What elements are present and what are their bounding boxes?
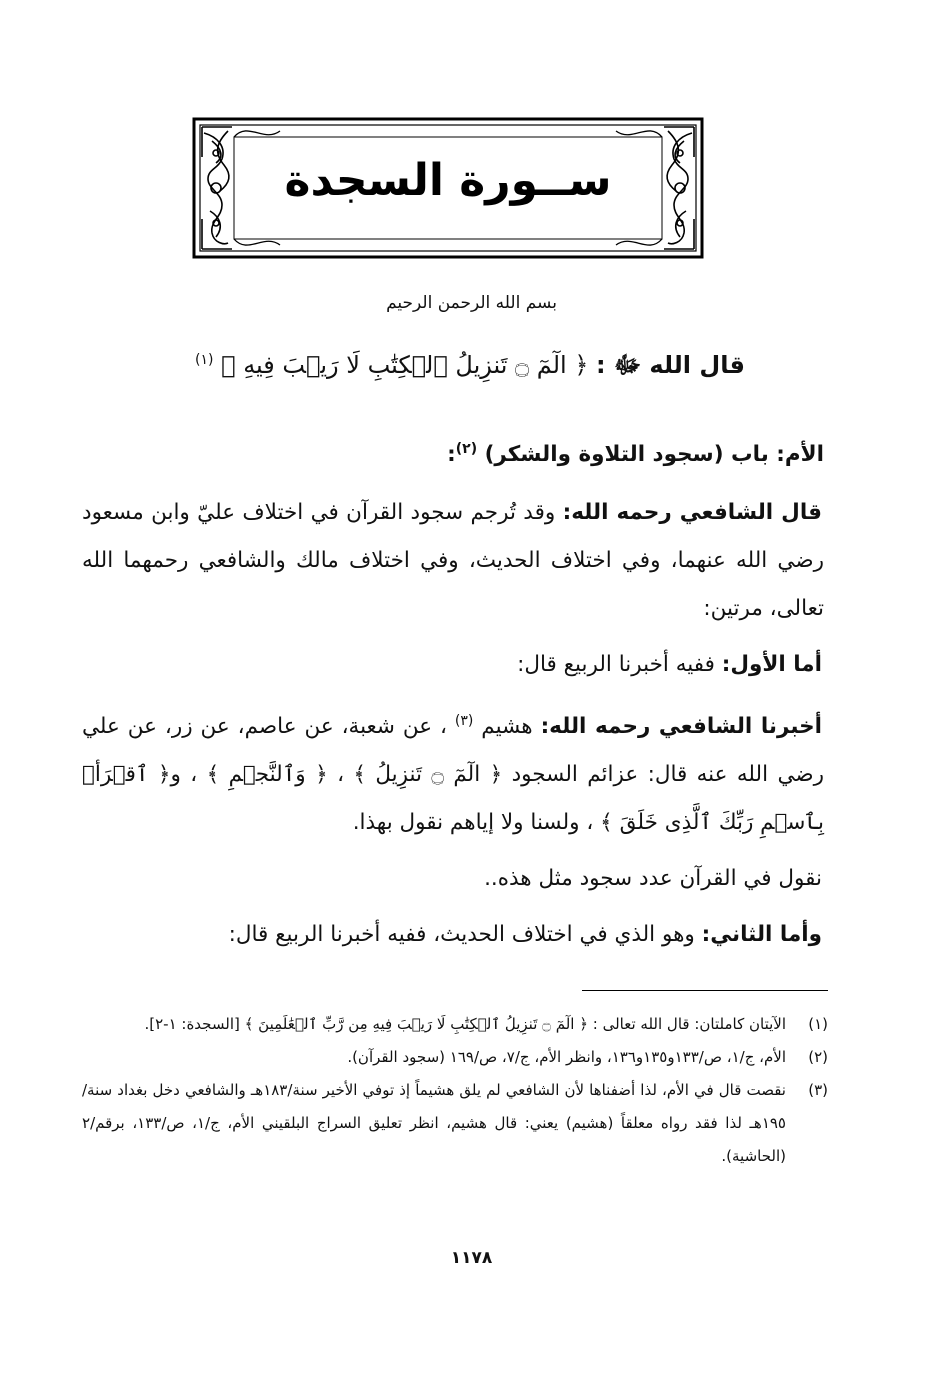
paragraph-3 <box>82 697 824 847</box>
footnote-1 <box>82 1008 828 1041</box>
footnote-number: (٣) <box>808 1081 828 1099</box>
paragraph-4-text: نقول في القرآن عدد سجود مثل هذه.. <box>484 866 822 892</box>
paragraph-3-lead: أخبرنا الشافعي رحمه الله: <box>540 714 822 740</box>
section-heading-tail: : <box>447 442 456 468</box>
paragraph-5-text: وهو الذي في اختلاف الحديث، ففيه أخبرنا الربيع قال: <box>228 922 695 948</box>
paragraph-2-text: ففيه أخبرنا الربيع قال: <box>517 652 715 678</box>
surah-title: ســورة السجدة <box>284 155 612 206</box>
footnote-2 <box>82 1041 828 1074</box>
page-number: ١١٧٨ <box>450 1248 493 1268</box>
footnote-text: الآيتان كاملتان: قال الله تعالى : ﴿ الٓمٓ ۝ تَنزِيلُ ٱلۡكِتَٰبِ لَا رَيۡبَ فِيهِ مِن رَّبِّ ٱلۡعَٰلَمِينَ ﴾ [السجدة: ١-٢]. <box>144 1015 786 1033</box>
footnote-divider <box>582 990 828 991</box>
intro-lead: قال الله ﷻ : <box>596 351 745 379</box>
paragraph-3-text-a: هشيم <box>481 714 533 740</box>
paragraph-3-text-b: ، عن شعبة، عن عاصم، عن زر، عن علي رضي الله عنه قال: عزائم السجود ﴿ الٓمٓ ۝ تَنزِيلُ ﴾ ، ﴿ وَٱلنَّجۡمِ ﴾ ، و﴿ ٱقۡرَأۡ بِٱسۡمِ رَبِّكَ ٱلَّذِى خَلَقَ ﴾ ، ولسنا ولا إياهم نقول بهذا. <box>82 714 825 836</box>
footnote-ref-2[interactable]: (٢) <box>455 441 478 457</box>
intro-verse <box>150 350 790 385</box>
footnote-3 <box>82 1074 828 1173</box>
paragraph-2 <box>82 641 824 689</box>
paragraph-4 <box>82 855 824 903</box>
footnote-text: نقصت قال في الأم، لذا أضفناها لأن الشافعي لم يلق هشيماً إذ توفي الأخير سنة/١٨٣هـ والشافعي دخل بغداد سنة/١٩٥هـ لذا فقد رواه معلقاً (هشيم) يعني: قال هشيم، انظر تعليق السراج البلقيني الأم، ج/١، ص/١٣٣، برقم/٢ (الحاشية). <box>82 1081 786 1165</box>
main-text <box>82 425 824 967</box>
paragraph-1-lead: قال الشافعي رحمه الله: <box>562 500 822 526</box>
surah-title-frame <box>188 113 708 263</box>
paragraph-5 <box>82 911 824 959</box>
footnotes <box>82 1008 828 1173</box>
section-heading-text: الأم: باب (سجود التلاوة والشكر) <box>484 442 824 468</box>
paragraph-1-text: وقد تُرجم سجود القرآن في اختلاف عليّ وابن مسعود رضي الله عنهما، وفي اختلاف الحديث، وفي اختلاف مالك والشافعي رحمهما الله تعالى، مرتين: <box>82 500 824 622</box>
paragraph-2-lead: أما الأول: <box>721 652 822 678</box>
footnote-number: (٢) <box>808 1048 828 1066</box>
paragraph-1 <box>82 489 824 633</box>
footnote-ref-3[interactable]: (٣) <box>454 713 474 730</box>
basmala: بسم الله الرحمن الرحيم <box>386 293 557 313</box>
footnote-ref-1[interactable]: (١) <box>195 352 214 368</box>
footnote-text: الأم، ج/١، ص/١٣٣و١٣٥و١٣٦، وانظر الأم، ج/٧، ص/١٦٩ (سجود القرآن). <box>347 1048 786 1066</box>
footnote-number: (١) <box>808 1015 828 1033</box>
paragraph-5-lead: وأما الثاني: <box>701 922 822 948</box>
intro-verse-text: ﴿ الٓمٓ ۝ تَنزِيلُ ٱلۡكِتَٰبِ لَا رَيۡبَ فِيهِ ﴾ <box>221 351 589 379</box>
section-heading <box>82 425 824 479</box>
